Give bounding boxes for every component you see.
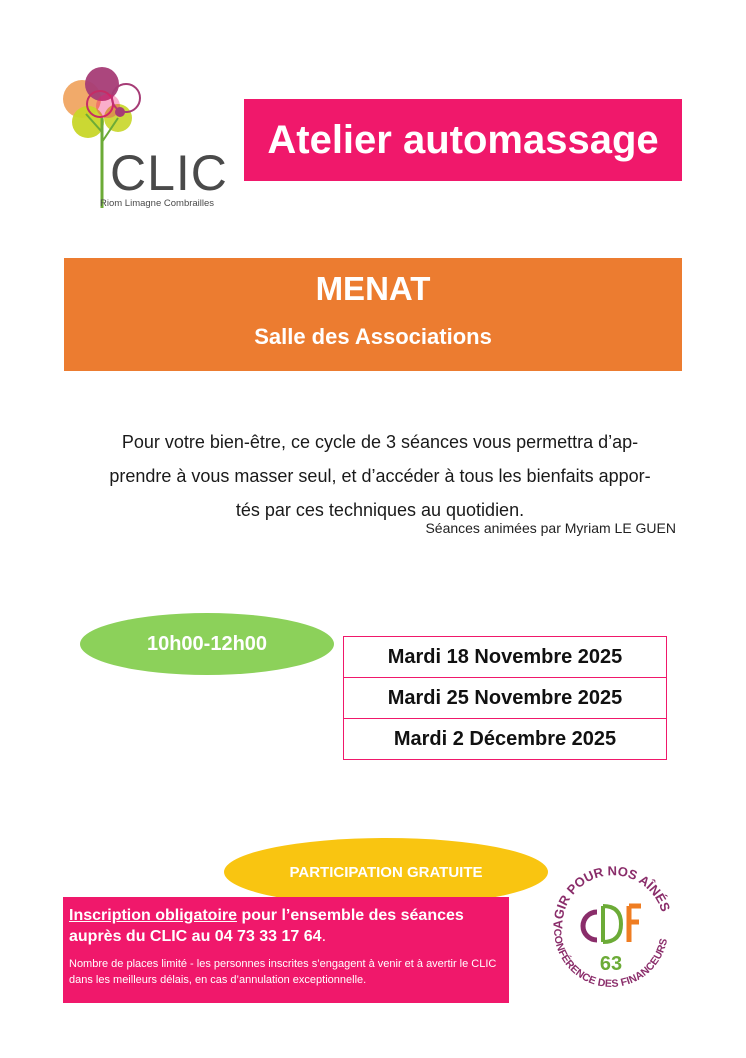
date-row: Mardi 18 Novembre 2025 [343,636,667,677]
cdf-top-text: AGIR POUR NOS AÎNÉS [550,863,674,930]
location-banner [64,258,682,371]
time-badge [80,613,334,675]
cdf-bottom-text: CONFÉRENCE DES FINANCEURS [551,928,671,990]
participation-text: PARTICIPATION GRATUITE [289,863,483,881]
participation-badge [224,838,548,906]
inscription-note: Nombre de places limité - les personnes inscrites s’engagent à venir et à avertir le CLIC dans les meilleurs délais, en cas d’annulation exceptionnelle. [69,958,497,986]
description [86,425,674,527]
inscription-box [63,897,509,1003]
inscription-scope: pour l’ensemble des séances [237,907,464,924]
description-line: prendre à vous masser seul, et d’accéder à tous les bienfaits appor- [109,466,651,486]
animator-credit: Séances animées par Myriam LE GUEN [425,520,676,536]
venue-name: Salle des Associations [254,324,492,349]
date-row: Mardi 2 Décembre 2025 [343,718,667,760]
title-banner [244,99,682,181]
page-title: Atelier automassage [267,117,659,162]
cdf-logo [541,856,682,997]
logo-name: CLIC [110,145,228,201]
inscription-period: . [321,928,327,945]
city-name: MENAT [315,270,431,307]
cdf-department: 63 [599,953,623,975]
inscription-phone: auprès du CLIC au 04 73 33 17 64 [69,928,322,945]
logo-subtitle: Riom Limagne Combrailles [100,198,215,209]
dates-table [343,636,667,760]
inscription-required: Inscription obligatoire [69,907,238,924]
date-row: Mardi 25 Novembre 2025 [343,677,667,718]
time-text: 10h00-12h00 [146,632,268,655]
clic-logo [62,66,228,214]
description-line: tés par ces techniques au quotidien. [235,500,525,520]
inscription-main [69,905,503,947]
cdf-monogram-icon [583,906,641,942]
description-line: Pour votre bien-être, ce cycle de 3 séances vous permettra d’ap- [121,432,639,452]
